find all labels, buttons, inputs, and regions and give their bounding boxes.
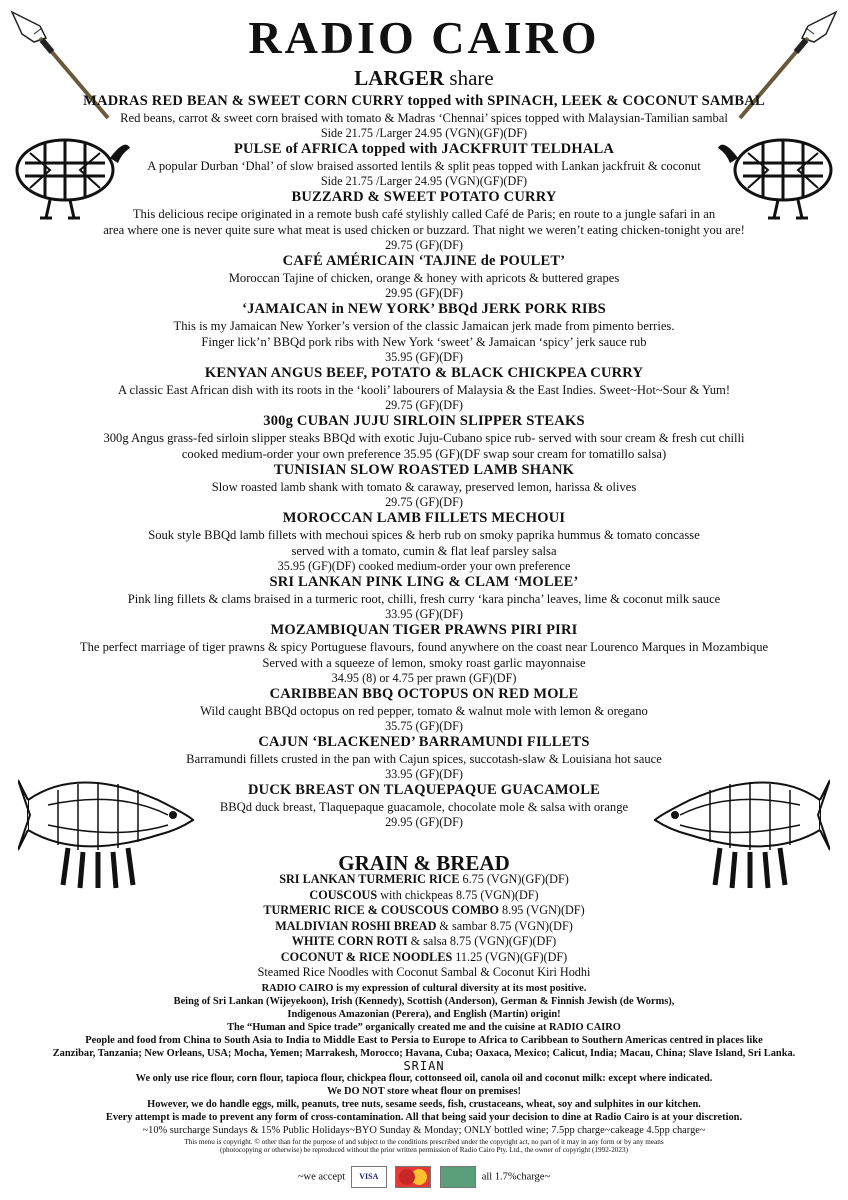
bank-card-icon [440,1166,476,1188]
dish-price: Side 21.75 /Larger 24.95 (VGN)(GF)(DF) [320,174,528,188]
dish-item [0,365,848,413]
about-line: RADIO CAIRO is my expression of cultural diversity at its most positive. [261,983,587,994]
dish-description: A popular Durban ‘Dhal’ of slow braised assorted lentils & split peas topped with Lankan jackfruit & coconut [147,159,701,173]
mastercard-icon [395,1166,431,1188]
dish-description: area where one is never quite sure what meat is used chicken or buzzard. That night we weren’t eating chicken-tonight you are! [103,223,745,237]
restaurant-title: RADIO CAIRO [248,12,600,63]
grain-bread-item-name: MALDIVIAN ROSHI BREAD [275,918,437,933]
dish-name: SRI LANKAN PINK LING & CLAM ‘MOLEE’ [269,574,579,590]
dish-name: MOZAMBIQUAN TIGER PRAWNS PIRI PIRI [270,622,578,638]
grain-bread-item [0,919,848,935]
dish-description: cooked medium-order your own preference 35.95 (GF)(DF swap sour cream for tomatillo salsa) [181,447,667,461]
dish-description: The perfect marriage of tiger prawns & spicy Portuguese flavours, found anywhere on the coast near Lourenco Marques in Mozambique [79,640,769,654]
dish-name: TUNISIAN SLOW ROASTED LAMB SHANK [273,462,575,478]
dish-price: 35.75 (GF)(DF) [385,719,463,733]
dish-description: Wild caught BBQd octopus on red pepper, tomato & walnut mole with lemon & oregano [200,704,648,718]
dish-name: 300g CUBAN JUJU SIRLOIN SLIPPER STEAKS [263,413,585,429]
grain-bread-item-detail: 8.95 (VGN)(DF) [499,903,585,917]
grain-bread-footnote: Steamed Rice Noodles with Coconut Sambal & Coconut Kiri Hodhi [257,965,591,979]
dish-item [0,574,848,622]
dish-description: Barramundi fillets crusted in the pan with Cajun spices, succotash-slaw & Louisiana hot sauce [186,752,662,766]
dish-list [0,93,848,830]
grain-bread-item [0,903,848,919]
dish-price: 29.75 (GF)(DF) [385,495,463,509]
dish-name: ‘JAMAICAN in NEW YORK’ BBQd JERK PORK RIBS [242,301,606,317]
allergen-policy-line: We DO NOT store wheat flour on premises! [326,1086,522,1098]
section-title-bold: LARGER [354,66,445,90]
allergen-policy-line: We only use rice flour, corn flour, tapioca flour, chickpea flour, cottonseed oil, canola oil and coconut milk: except where indicated. [135,1073,713,1085]
dish-price: 35.95 (GF)(DF) cooked medium-order your own preference [277,559,571,573]
dish-description: Pink ling fillets & clams braised in a turmeric root, chilli, fresh curry ‘kara pincha’ leaves, lime & coconut milk sauce [127,592,721,606]
payment-methods [0,1166,848,1188]
dish-price: 35.95 (GF)(DF) [385,350,463,364]
dish-description: Moroccan Tajine of chicken, orange & honey with apricots & buttered grapes [228,271,620,285]
about-line: Indigenous Amazonian (Perera), and English (Martin) origin! [287,1008,561,1020]
grain-bread-item-detail: 6.75 (VGN)(GF)(DF) [459,872,569,886]
dish-name: DUCK BREAST ON TLAQUEPAQUE GUACAMOLE [247,782,601,798]
dish-price: 29.75 (GF)(DF) [385,238,463,252]
dish-name: MADRAS RED BEAN & SWEET CORN CURRY topped with SPINACH, LEEK & COCONUT SAMBAL [83,93,765,109]
dish-description: Slow roasted lamb shank with tomato & caraway, preserved lemon, harissa & olives [211,480,637,494]
dish-price: 29.95 (GF)(DF) [385,815,463,829]
about-line: Zanzibar, Tanzania; New Orleans, USA; Mocha, Yemen; Marrakesh, Morocco; Havana, Cuba; Oaxaca, Mexico; Calicut, India; Macau, China; Slave Island, Sri Lanka. [52,1047,796,1059]
grain-bread-item-detail: & salsa 8.75 (VGN)(GF)(DF) [407,934,557,948]
dish-description: Served with a squeeze of lemon, smoky roast garlic mayonnaise [262,656,586,670]
payment-suffix: all 1.7%charge~ [481,1171,551,1183]
grain-bread-title: GRAIN & BREAD [338,851,510,875]
copyright-line: This menu is copyright. © other than for the purpose of and subject to the conditions prescribed under the copyright act, no part of it may in any form or by any means [184,1137,664,1146]
grain-bread-item-detail: & sambar 8.75 (VGN)(DF) [436,918,573,933]
dish-name: CARIBBEAN BBQ OCTOPUS ON RED MOLE [269,686,579,702]
about-section [0,983,848,1155]
about-line: Being of Sri Lankan (Wijeyekoon), Irish (Kennedy), Scottish (Anderson), German & Finnish Jewish (de Worms), [173,995,675,1007]
about-line: The “Human and Spice trade” organically created me and the cuisine at RADIO CAIRO [227,1021,621,1033]
allergen-policy-line: Every attempt is made to prevent any form of cross-contamination. All that being said your decision to dine at Radio Cairo is at your discretion. [105,1112,743,1124]
surcharge-note: ~10% surcharge Sundays & 15% Public Holidays~BYO Sunday & Monday; ONLY bottled wine; 7.5pp charge~cakeage 4.5pp charge~ [142,1124,706,1136]
grain-bread-item-name: COCONUT & RICE NOODLES [280,949,453,964]
section-title-rest: share [444,66,494,90]
about-line: People and food from China to South Asia to India to Middle East to Persia to Europe to Africa to Caribbean to Southern Americas centred in places like [85,1034,763,1046]
dish-item [0,141,848,189]
grain-bread-item-name: SRI LANKAN TURMERIC RICE [279,872,460,886]
grain-bread-list [0,872,848,981]
dish-price: Side 21.75 /Larger 24.95 (VGN)(GF)(DF) [320,126,528,140]
grain-bread-item [0,888,848,904]
dish-name: CAFÉ AMÉRICAIN ‘TAJINE de POULET’ [282,253,566,269]
dish-price: 33.95 (GF)(DF) [385,767,463,781]
dish-item [0,462,848,510]
dish-item [0,622,848,686]
visa-card-icon: VISA [351,1166,387,1188]
signature: SRIAN [403,1059,445,1074]
dish-description: BBQd duck breast, Tlaquepaque guacamole, chocolate mole & salsa with orange [219,800,629,814]
dish-price: 29.75 (GF)(DF) [385,398,463,412]
dish-description: Red beans, carrot & sweet corn braised with tomato & Madras ‘Chennai’ spices topped with Malaysian-Tamilian sambal [120,111,728,125]
payment-prefix: ~we accept [297,1171,346,1183]
grain-bread-item-detail: 11.25 (VGN)(GF)(DF) [452,949,568,964]
grain-bread-item-name: COUSCOUS [309,887,378,902]
grain-bread-item-name: WHITE CORN ROTI [291,934,408,948]
dish-item [0,734,848,782]
dish-name: BUZZARD & SWEET POTATO CURRY [291,189,557,205]
dish-name: PULSE of AFRICA topped with JACKFRUIT TELDHALA [233,141,615,157]
dish-name: KENYAN ANGUS BEEF, POTATO & BLACK CHICKPEA CURRY [204,365,644,381]
dish-description: served with a tomato, cumin & flat leaf parsley salsa [291,544,557,558]
dish-name: CAJUN ‘BLACKENED’ BARRAMUNDI FILLETS [258,734,590,750]
section-title-larger-share [0,66,848,90]
dish-description: 300g Angus grass-fed sirloin slipper steaks BBQd with exotic Juju-Cubano spice rub- served with sour cream & fresh cut chilli [103,431,745,445]
dish-description: Finger lick’n’ BBQd pork ribs with New York ‘sweet’ & Jamaican ‘spicy’ jerk sauce rub [201,335,647,349]
dish-price: 33.95 (GF)(DF) [385,607,463,621]
grain-bread-item-detail: with chickpeas 8.75 (VGN)(DF) [377,887,539,902]
grain-bread-item-name: TURMERIC RICE & COUSCOUS COMBO [263,903,499,917]
dish-item [0,93,848,141]
dish-item [0,253,848,301]
dish-name: MOROCCAN LAMB FILLETS MECHOUI [282,510,566,526]
dish-item [0,301,848,365]
dish-price: 34.95 (8) or 4.75 per prawn (GF)(DF) [331,671,517,685]
allergen-policy-line: However, we do handle eggs, milk, peanuts, tree nuts, sesame seeds, fish, crustaceans, wheat, soy and sulphites in our kitchen. [147,1099,701,1111]
dish-item [0,686,848,734]
dish-item [0,782,848,830]
grain-bread-item [0,872,848,888]
dish-item [0,510,848,574]
grain-bread-item [0,950,848,966]
dish-description: This delicious recipe originated in a remote bush café stylishly called Café de Paris; en route to a jungle safari in an [132,207,716,221]
grain-bread-item [0,934,848,950]
copyright-line: (photocopying or otherwise) be reproduced without the prior written permission of Radio Cairo Pty. Ltd., the owner of copyright (1992-2023) [220,1146,628,1155]
dish-price: 29.95 (GF)(DF) [385,286,463,300]
dish-description: A classic East African dish with its roots in the ‘kooli’ labourers of Malaysia & the East Indies. Sweet~Hot~Sour & Yum! [117,383,731,397]
dish-item [0,413,848,462]
dish-description: This is my Jamaican New Yorker’s version of the classic Jamaican jerk made from pimento berries. [173,319,675,333]
dish-description: Souk style BBQd lamb fillets with mechoui spices & herb rub on smoky paprika hummus & tomato concasse [148,528,700,542]
dish-item [0,189,848,253]
